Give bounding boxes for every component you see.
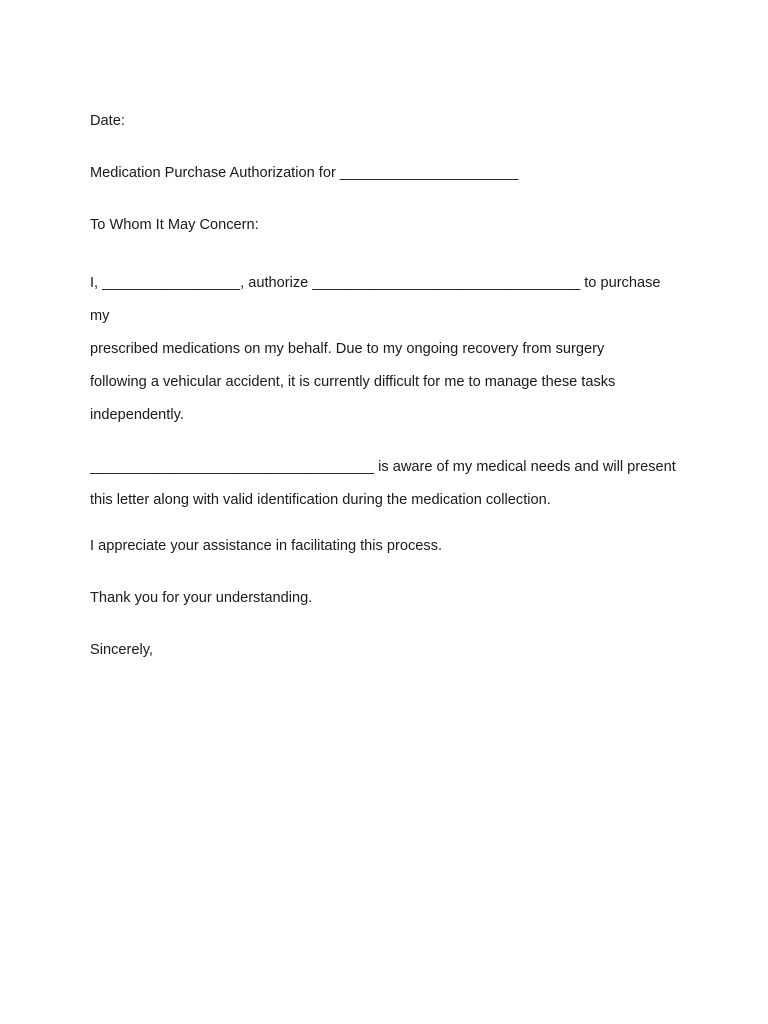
authorization-line: following a vehicular accident, it is currently difficult for me to manage these tasks [90, 374, 616, 390]
closing-line: Sincerely, [90, 642, 153, 658]
authorization-line: prescribed medications on my behalf. Due to my ongoing recovery from surgery [90, 341, 605, 357]
awareness-line: ___________________________________ is aware of my medical needs and will present [90, 459, 676, 475]
subject-line: Medication Purchase Authorization for ______________________ [90, 165, 519, 181]
authorization-line: independently. [90, 407, 184, 423]
salutation: To Whom It May Concern: [90, 217, 259, 233]
authorization-letter [90, 111, 680, 692]
awareness-paragraph [90, 451, 680, 517]
authorization-paragraph [90, 267, 680, 432]
date-line: Date: [90, 113, 125, 129]
awareness-line: this letter along with valid identification during the medication collection. [90, 492, 551, 508]
appreciation-line: I appreciate your assistance in facilitating this process. [90, 538, 443, 554]
authorization-line: I, _________________, authorize _________________________________ to purchase my [90, 275, 661, 324]
thanks-line: Thank you for your understanding. [90, 590, 313, 606]
